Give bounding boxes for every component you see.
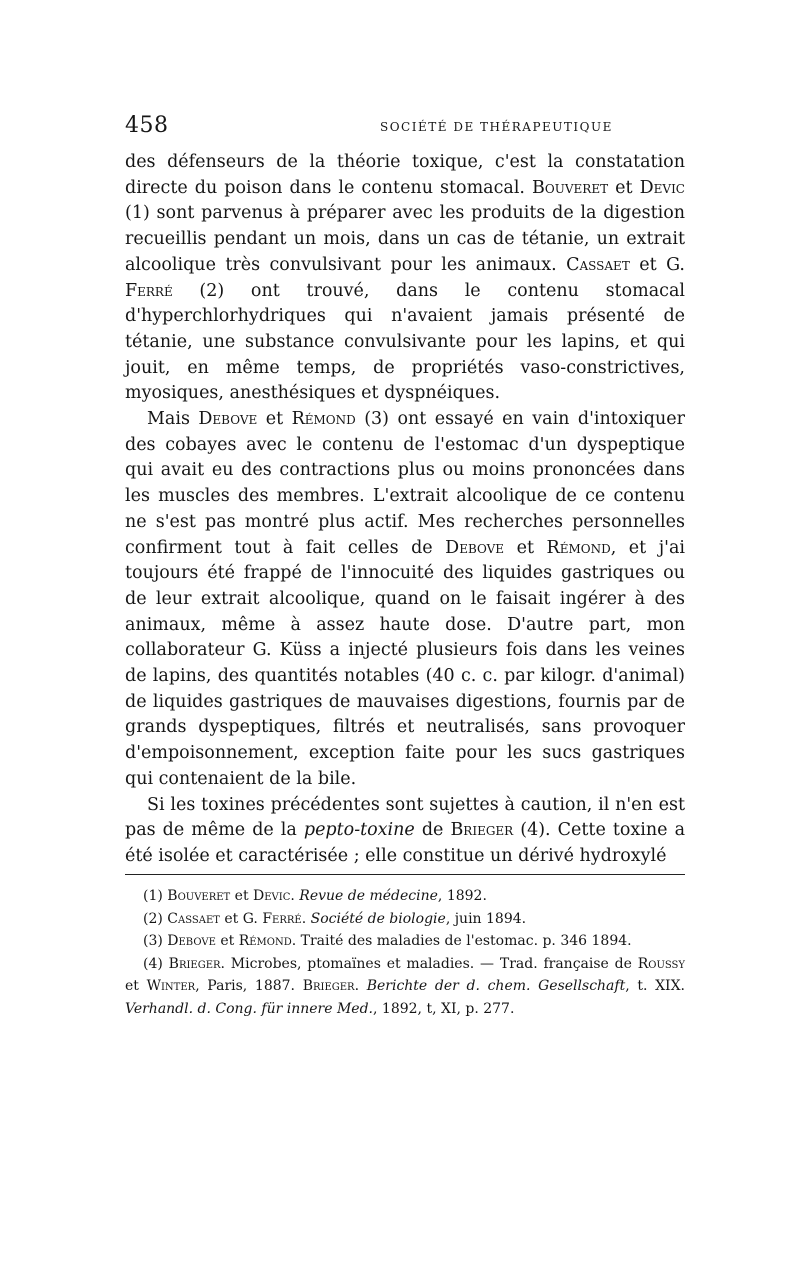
author-name: Rémond [546,537,611,558]
text-span: (1) [143,888,168,904]
author-name: Rémond [238,933,292,949]
journal-title: Revue de médecine [299,888,438,904]
text-span: (3) [143,933,168,949]
footnote-divider [125,874,685,875]
paragraph-3 [125,793,685,870]
text-span: , 1892, t, XI, p. 277. [373,1000,515,1017]
author-name: Debove [198,409,258,430]
author-name: Debove [167,933,216,949]
footnote-3 [125,930,685,953]
text-span: et [608,177,640,198]
author-name: Rémond [291,409,356,430]
main-text [125,150,685,870]
text-span: (4) [143,955,169,972]
author-name: Devic [639,177,685,198]
text-span: de [414,820,451,841]
text-span: , Paris, 1887. [195,978,303,994]
author-name: Winter [146,978,196,994]
running-title: SOCIÉTÉ DE THÉRAPEUTIQUE [380,120,613,134]
text-span: , 1892. [437,888,487,904]
journal-title: Société de biologie [310,910,446,927]
page-number: 458 [125,113,169,138]
text-span: , juin 1894. [445,910,527,927]
text-span: . Traité des maladies de l'estomac. p. 346 1894. [291,933,632,949]
text-span: Si les toxines précédentes sont sujettes à caution, il n'en est pas de même de la [125,794,685,841]
author-name: Ferré [262,910,302,927]
author-name: Brieger [168,955,221,972]
text-span: et [125,978,147,994]
text-span: . [290,888,300,904]
page-header [125,113,685,141]
text-span: et [230,888,254,904]
author-name: Bouveret [167,888,231,904]
journal-title: Verhandl. d. Cong. für innere Med. [125,1000,374,1017]
paragraph-1 [125,150,685,407]
journal-title: Berichte der d. chem. Gesellschaft [366,978,626,994]
text-span: (1) sont parvenus à préparer avec les produits de la digestion recueillis pendant un mois, dans un cas de tétanie, un extrait alcoolique très convulsivant pour les animaux. [125,203,685,275]
author-name: Cassaet [167,910,220,927]
author-name: Brieger [302,978,355,994]
text-span: et [215,933,239,949]
italic-term: pepto-toxine [303,820,415,841]
text-span: et [257,409,292,430]
text-span: , t. XIX. [625,978,686,994]
text-span: , et j'ai toujours été frappé de l'innocuité des liquides gastriques ou de leur extrait alcoolique, quand on le faisait ingérer à des animaux, même à assez haute dose. D'autre part, mon collaborateur G. Küss a injecté plusieurs fois dans les veines de lapins, des quantités notables (40 c. c. par kilogr. d'animal) de liquides gastriques de mauvaises digestions, fournis par de grands dyspeptiques, filtrés et neutralisés, sans provoquer d'empoisonnement, exception faite pour les sucs gastriques qui contenaient de la bile. [125,537,685,789]
author-name: Brieger [450,820,514,841]
author-name: Debove [445,537,505,558]
text-span: et [504,537,547,558]
text-span: des défenseurs de la théorie toxique, c'est la constatation directe du poison dans le contenu stomacal. [125,152,685,198]
paragraph-2 [125,407,685,793]
text-span: (2) [143,910,168,927]
text-span: et G. [629,254,685,275]
text-span: Mais [147,409,199,430]
author-name: Roussy [637,955,686,972]
footnote-2 [125,908,685,931]
text-span: . Microbes, ptomaïnes et maladies. — Trad. française de [220,955,638,972]
text-span: (2) ont trouvé, dans le contenu stomacal d'hyperchlorhydriques qui n'avaient jamais présenté de tétanie, une substance convulsivante pour les lapins, et qui jouit, en même temps, de propriétés vaso-constrictives, myosiques, anesthésiques et dyspnéiques. [125,280,685,404]
author-name: Devic [253,888,291,904]
footnotes [125,885,685,1020]
author-name: Bouveret [532,177,609,198]
text-span: (4). Cette toxine a été isolée et caractérisée ; elle constitue un dérivé hydroxylé [125,820,685,866]
footnote-1 [125,885,685,908]
text-span: . [301,910,311,927]
text-span: . [354,978,367,994]
footnote-4 [125,953,685,1021]
text-span: et G. [219,910,263,927]
author-name: Cassaet [566,254,630,275]
text-span: (3) ont essayé en vain d'intoxiquer des cobayes avec le contenu de l'estomac d'un dyspeptique qui avait eu des contractions plus ou moins prononcées dans les muscles des membres. L'extrait alcoolique de ce contenu ne s'est pas montré plus actif. Mes recherches personnelles confirment tout à fait celles de [125,409,686,558]
author-name: Ferré [125,280,173,301]
